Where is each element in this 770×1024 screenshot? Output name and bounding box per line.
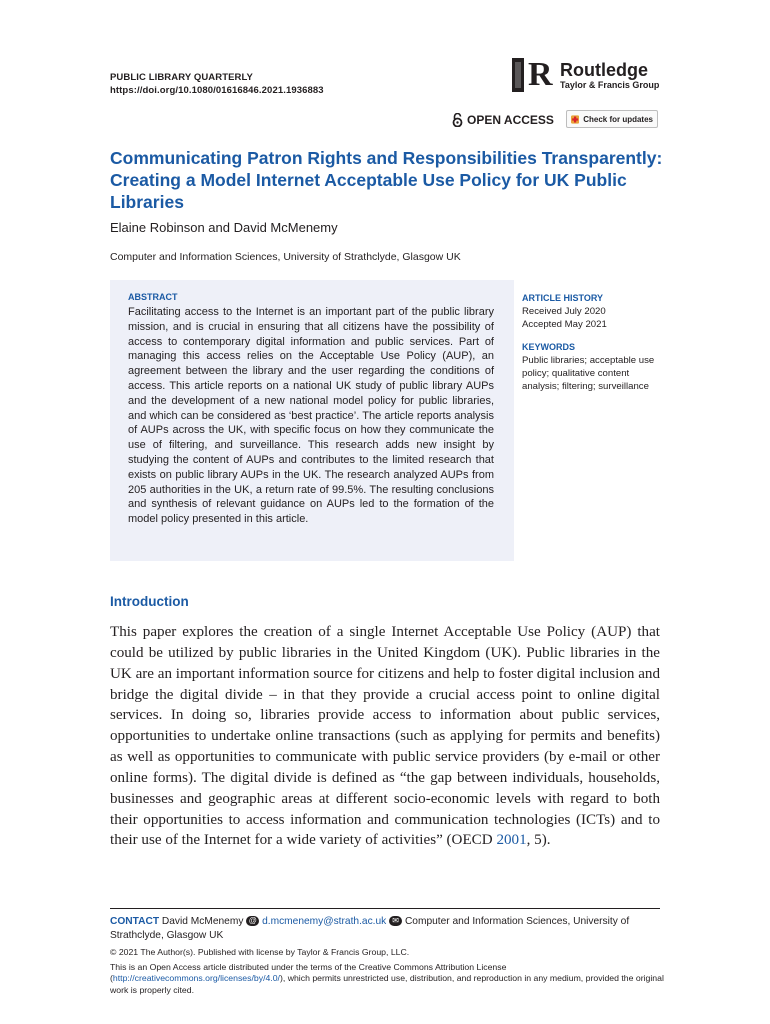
article-history <box>522 292 662 331</box>
author-affiliation: Computer and Information Sciences, University of Strathclyde, Glasgow UK <box>110 251 461 263</box>
abstract-heading: ABSTRACT <box>128 292 178 302</box>
article-title: Communicating Patron Rights and Responsibilities Transparently: Creating a Model Internet Acceptable Use Policy for UK Public Libraries <box>110 148 663 212</box>
publisher-group: Taylor & Francis Group <box>560 80 660 90</box>
email-icon: @ <box>246 916 259 926</box>
keywords <box>522 341 662 393</box>
crossmark-icon <box>571 114 579 125</box>
license-text-end: ), which permits unrestricted use, distribution, and reproduction in any medium, provided the original work is properly cited. <box>110 973 664 995</box>
accepted-date: Accepted May 2021 <box>522 319 607 330</box>
intro-text-end: , 5). <box>526 832 551 849</box>
keywords-heading: KEYWORDS <box>522 342 576 352</box>
doi-link[interactable]: https://doi.org/10.1080/01616846.2021.1936883 <box>110 85 324 96</box>
license-link[interactable]: http://creativecommons.org/licenses/by/4.0/ <box>112 973 280 983</box>
open-access-badge <box>452 113 554 127</box>
contact-name: David McMenemy <box>161 916 244 927</box>
license-text: This is an Open Access article distributed under the terms of the Creative Commons Attribution License ( <box>110 961 507 983</box>
contact-address: Computer and Information Sciences, University of Strathclyde, Glasgow UK <box>110 916 630 941</box>
footnote-divider <box>110 908 660 909</box>
introduction-paragraph <box>110 622 660 851</box>
publisher-logo <box>512 58 662 94</box>
address-icon: ✉ <box>389 916 402 926</box>
routledge-spine-icon <box>512 58 524 92</box>
contact-label: CONTACT <box>110 916 160 927</box>
license-statement <box>110 962 665 997</box>
copyright-notice <box>110 947 665 996</box>
journal-name: PUBLIC LIBRARY QUARTERLY <box>110 72 253 83</box>
contact-email[interactable]: d.mcmenemy@strath.ac.uk <box>262 916 387 927</box>
routledge-r-icon: R <box>528 56 553 93</box>
open-access-label: OPEN ACCESS <box>467 113 554 127</box>
check-updates-button[interactable] <box>566 110 658 128</box>
abstract-text: Facilitating access to the Internet is an important part of the public library mission, and is crucial in ensuring that all citizens have the possibility of access to contemporary digital information and public services. Part of managing this access relies on the Acceptable Use Policy (AUP), an agreement between the library and the user regarding the conditions of access. This article reports on a national UK study of public library AUPs and the development of a new national model policy for public libraries, and which can be considered as ‘best practice’. The article reports analysis of AUPs across the UK, with specific focus on how they communicate the use of filtering, and surveillance. This research adds new insight by studying the content of AUPs and contributes to the limited research that exists on public library AUPs in the UK. The research analyzed AUPs from 205 authorities in the UK, a return rate of 99.5%. The resulting conclusions and synthesis of relevant guidance on AUPs led to the formation of the model policy presented in this article. <box>128 306 494 526</box>
keywords-text: Public libraries; acceptable use policy; qualitative content analysis; filtering; surveillance <box>522 355 655 392</box>
article-history-heading: ARTICLE HISTORY <box>522 293 604 303</box>
journal-header <box>110 71 324 97</box>
received-date: Received July 2020 <box>522 306 606 317</box>
intro-text: This paper explores the creation of a single Internet Acceptable Use Policy (AUP) that could be utilized by public libraries in the United Kingdom (UK). Public libraries in the UK are an important information source for citizens and help to foster digital inclusion and bridge the digital divide – in that they provide a crucial access point to online digital services. In doing so, libraries provide access to information about public services, opportunities to undertake online transactions (such as applying for permits and benefits) as well as opportunities to communicate with public service providers (by e-mail or other online forms). The digital divide is defined as “the gap between individuals, households, businesses and geographic areas at different socio-economic levels with regard to both their opportunities to access information and communication technologies (ICTs) and to their use of the Internet for a wide variety of activities” (OECD <box>110 624 660 849</box>
article-authors: Elaine Robinson and David McMenemy <box>110 220 338 235</box>
publisher-name: Routledge <box>560 60 648 80</box>
open-lock-icon <box>452 113 463 127</box>
check-updates-label: Check for updates <box>583 114 653 124</box>
citation-link[interactable]: 2001 <box>496 832 527 849</box>
contact-info <box>110 915 665 942</box>
copyright-line: © 2021 The Author(s). Published with license by Taylor & Francis Group, LLC. <box>110 947 410 957</box>
introduction-heading: Introduction <box>110 594 189 609</box>
